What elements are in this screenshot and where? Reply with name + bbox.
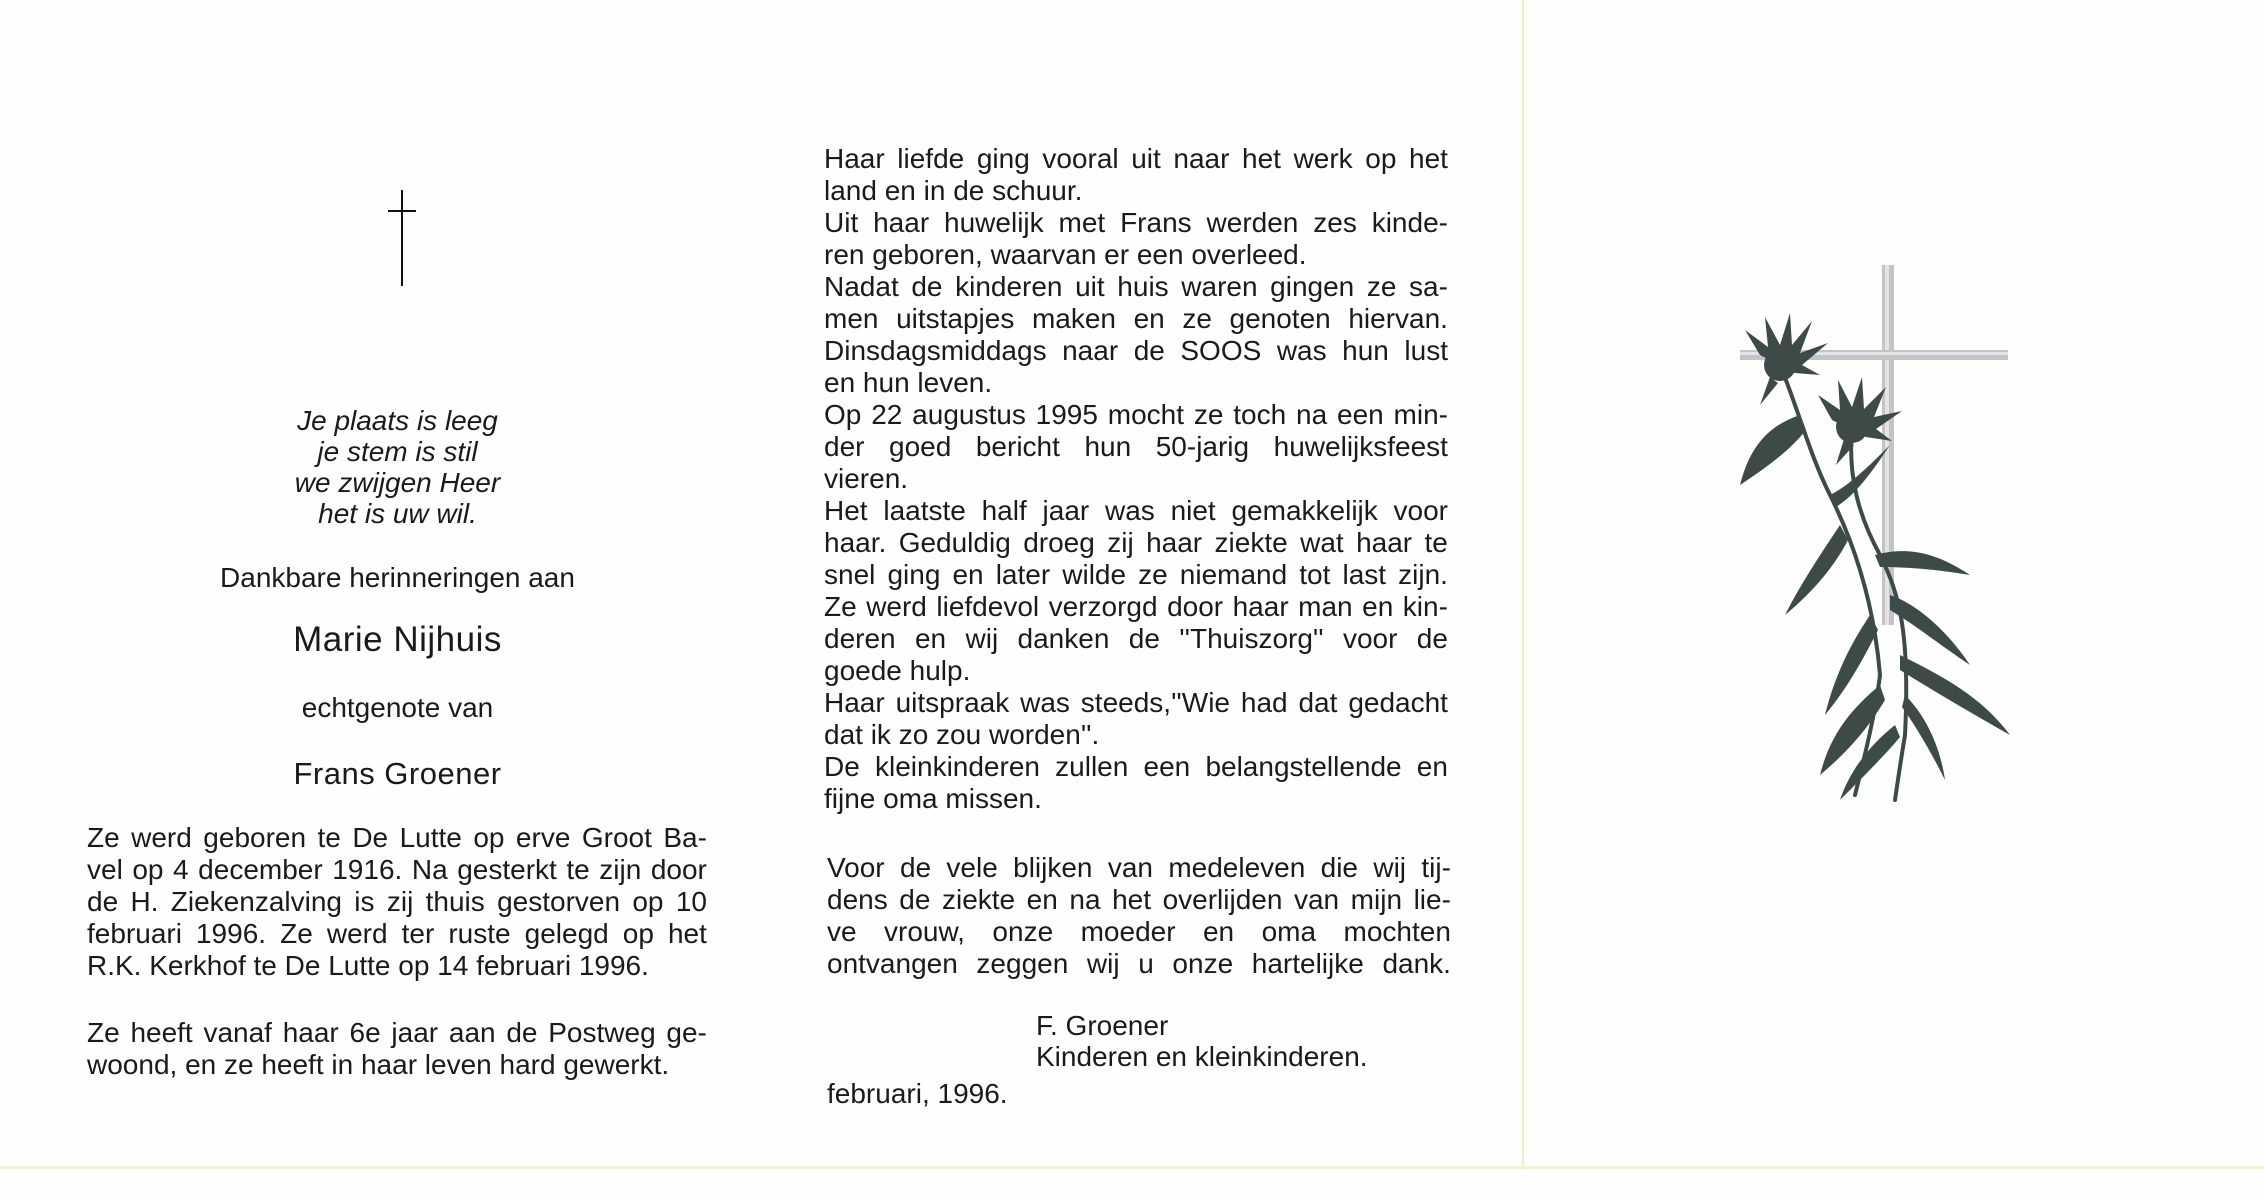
text-line: snel ging en later wilde ze niemand tot last zijn. [824,559,1448,590]
card-date: februari, 1996. [827,1078,1008,1109]
text-line: haar. Geduldig droeg zij haar ziekte wat haar te [824,527,1448,558]
text-line: der goed bericht hun 50-jarig huwelijksfeest [824,431,1448,462]
text-line: fijne oma missen. [824,783,1042,814]
poem [180,405,615,529]
text-line: Op 22 augustus 1995 mocht ze toch na een min- [824,399,1448,430]
text-line: Haar uitspraak was steeds,''Wie had dat gedacht [824,687,1448,718]
cross-with-flowers-icon [1740,255,2070,815]
text-line: Haar liefde ging vooral uit naar het werk op het [824,143,1448,174]
thanks-paragraph [827,852,1451,980]
biography-paragraph-2 [87,1017,707,1081]
text-line: Ze werd geboren te De Lutte op erve Groot Ba- [87,822,707,853]
text-line: ve vrouw, onze moeder en oma mochten [827,916,1451,947]
text-line: woond, en ze heeft in haar leven hard gewerkt. [87,1049,670,1080]
spouse-name: Frans Groener [293,756,502,791]
signature-name: F. Groener [1036,1010,1169,1041]
signature-family: Kinderen en kleinkinderen. [1036,1041,1368,1072]
text-line: Ze heeft vanaf haar 6e jaar aan de Postweg ge- [87,1017,707,1048]
text-line: vieren. [824,463,909,494]
poem-line: we zwijgen Heer [294,467,501,498]
text-line: deren en wij danken de ''Thuiszorg'' voor de [824,623,1448,654]
text-line: goede hulp. [824,655,971,686]
text-line: dens de ziekte en na het overlijden van mijn lie- [827,884,1451,915]
text-line: Nadat de kinderen uit huis waren gingen ze sa- [824,271,1448,302]
text-line: en hun leven. [824,367,993,398]
spouse-label: echtgenote van [301,692,494,723]
text-line: Uit haar huwelijk met Frans werden zes kinde- [824,207,1448,238]
dedication-text: Dankbare herinneringen aan [220,562,575,593]
text-line: De kleinkinderen zullen een belangstellende en [824,751,1448,782]
text-line: Dinsdagsmiddags naar de SOOS was hun lust [824,335,1448,366]
cross-icon [382,190,422,290]
left-panel [180,0,720,1160]
poem-line: Je plaats is leeg [297,405,498,436]
text-line: R.K. Kerkhof te De Lutte op 14 februari 1996. [87,950,649,981]
poem-line: het is uw wil. [318,498,477,529]
text-line: Ze werd liefdevol verzorgd door haar man en kin- [824,591,1448,622]
text-line: dat ik zo zou worden''. [824,719,1100,750]
text-line: de H. Ziekenzalving is zij thuis gestorven op 10 [87,886,707,917]
text-line: vel op 4 december 1916. Na gesterkt te zijn door [87,854,707,885]
text-line: ren geboren, waarvan er een overleed. [824,239,1307,270]
card-bottom-edge [0,1166,2264,1169]
text-line: Voor de vele blijken van medeleven die wij tij- [827,852,1451,883]
text-line: februari 1996. Ze werd ter ruste gelegd op het [87,918,707,949]
fold-line [1522,0,1524,1170]
text-line: land en in de schuur. [824,175,1083,206]
poem-line: je stem is stil [317,436,478,467]
life-story-paragraph [824,143,1448,815]
text-line: Het laatste half jaar was niet gemakkelijk voor [824,495,1448,526]
text-line: men uitstapjes maken en ze genoten hiervan. [824,303,1448,334]
text-line: ontvangen zeggen wij u onze hartelijke dank. [827,948,1451,979]
biography-paragraph [87,822,707,982]
deceased-name: Marie Nijhuis [293,620,502,659]
